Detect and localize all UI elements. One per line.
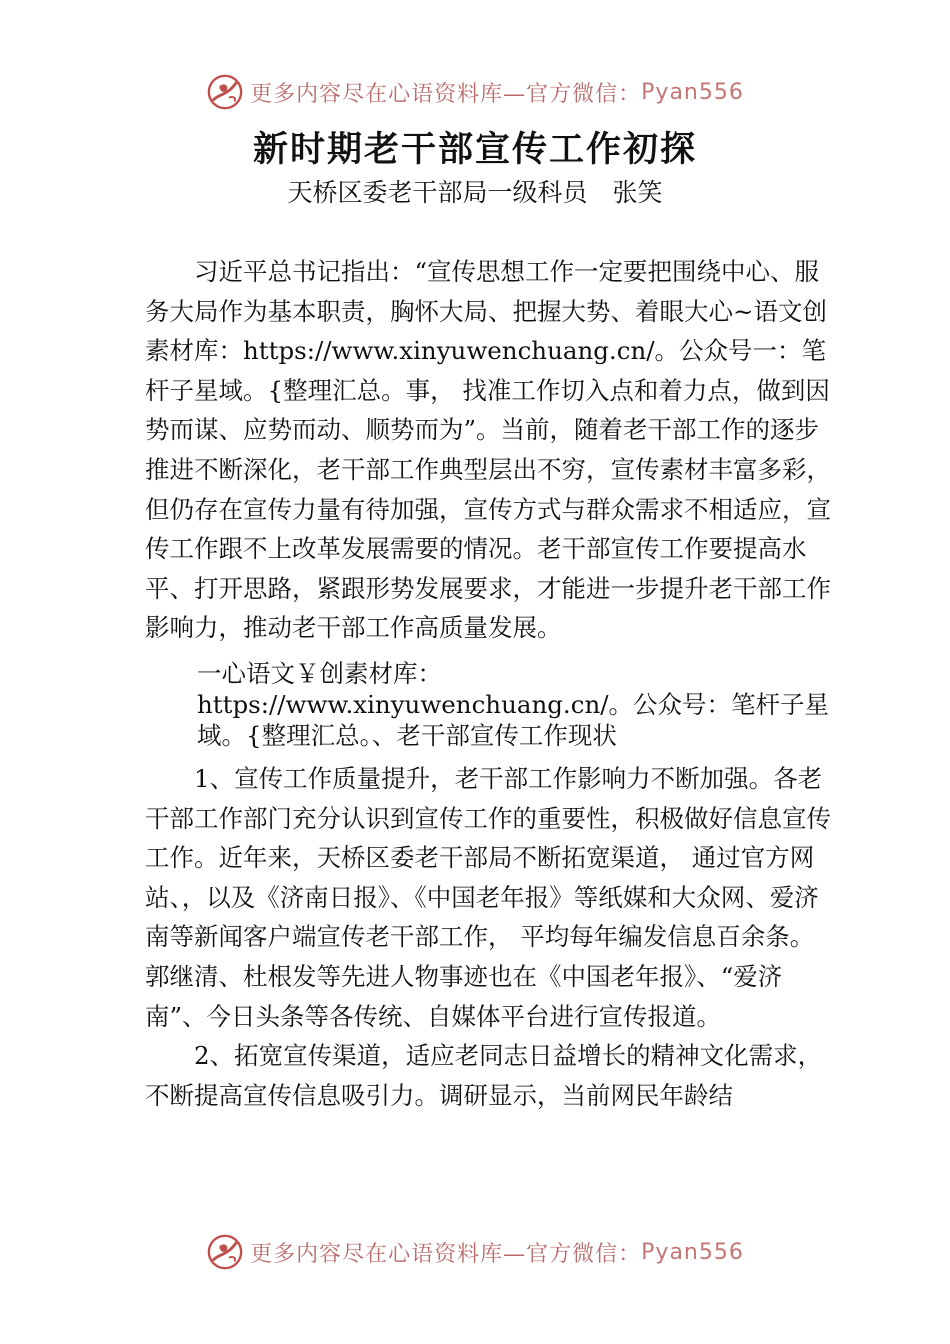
- paragraph: 习近平总书记指出：“宣传思想工作一定要把围绕中心、服务大局作为基本职责，胸怀大局、把握大势、着眼大心~语文创素材库：https://www.xinyuwenchuang.cn/。公众号一：笔杆子星域。{整理汇总。事， 找准工作切入点和着力点，做到因势而谋、应势而动、顺势而为”。当前，随着老干部工作的逐步推进不断深化，老干部工作典型层出不穷，宣传素材丰富多彩，但仍存在宣传力量有待加强，宣传方式与群众需求不相适应，宣传工作跟不上改革发展需要的情况。老干部宣传工作要提高水平、打开思路，紧跟形势发展要求，才能进一步提升老干部工作影响力，推动老干部工作高质量发展。: [145, 257, 831, 643]
- header-banner-text: 更多内容尽在心语资料库—官方微信：: [250, 81, 642, 107]
- paragraph: 2、拓宽宣传渠道，适应老同志日益增长的精神文化需求，不断提高宣传信息吸引力。调研显示，当前网民年龄结: [145, 1041, 823, 1110]
- rose-logo-icon: [206, 1233, 244, 1271]
- footer-wechat-id: Pyan556: [641, 1239, 744, 1265]
- header-wechat-id: Pyan556: [641, 79, 744, 105]
- footer-banner-text: 更多内容尽在心语资料库—官方微信：: [250, 1241, 642, 1267]
- footer-banner: [0, 1230, 950, 1274]
- header-banner: [0, 70, 950, 114]
- paragraph: 1、宣传工作质量提升，老干部工作影响力不断加强。各老干部工作部门充分认识到宣传工作的重要性，积极做好信息宣传工作。近年来，天桥区委老干部局不断拓宽渠道， 通过官方网站、，以及《济南日报》、《中国老年报》等纸媒和大众网、爱济南等新闻客户端宣传老干部工作， 平均每年编发信息百余条。郭继清、杜根发等先进人物事迹也在《中国老年报》、“爱济南”、今日头条等各传统、自媒体平台进行宣传报道。: [145, 763, 831, 1031]
- document-body: [145, 252, 835, 1115]
- paragraph: 一心语文￥创素材库：https://www.xinyuwenchuang.cn/。公众号：笔杆子星域。{整理汇总。、老干部宣传工作现状: [197, 658, 829, 750]
- rose-logo-icon: [206, 73, 244, 111]
- document-title: 新时期老干部宣传工作初探: [252, 129, 697, 170]
- document-author: 天桥区委老干部局一级科员 张笑: [287, 178, 663, 207]
